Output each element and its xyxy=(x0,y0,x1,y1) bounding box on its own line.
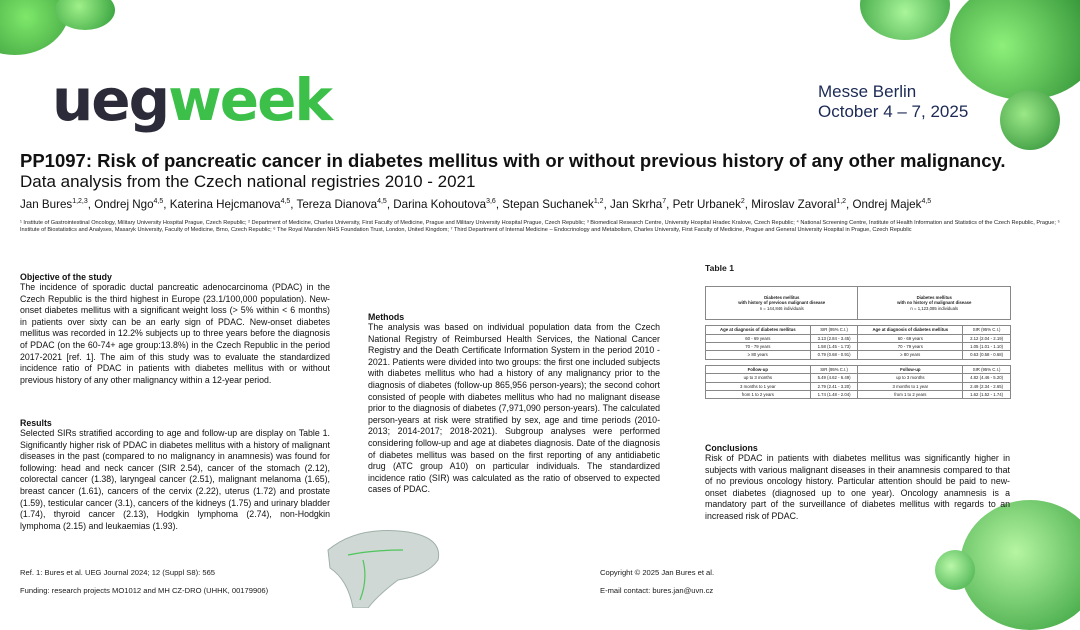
author-name: Katerina Hejcmanova xyxy=(169,198,281,211)
author xyxy=(94,198,163,211)
sir-left: 3.13 (2.84 - 3.45) xyxy=(810,334,858,342)
followup-header-left: Follow-up xyxy=(706,365,811,373)
methods-section xyxy=(368,312,660,496)
objective-section xyxy=(20,272,330,386)
sir-left: 1.74 (1.48 - 2.04) xyxy=(810,390,858,398)
venue-location: Messe Berlin xyxy=(818,82,917,101)
author-name: Miroslav Zavoral xyxy=(751,198,837,211)
author xyxy=(170,198,291,211)
followup-row xyxy=(706,390,1011,398)
author-name: Stepan Suchanek xyxy=(502,198,594,211)
group-left-n: n = 144,846 individuals xyxy=(759,305,804,311)
author-affiliation-sup: 4,5 xyxy=(153,198,164,206)
author-affiliation-sup: 1,2 xyxy=(836,198,847,206)
followup-header-row xyxy=(706,365,1011,373)
sir-left: 5.49 (4.62 - 6.49) xyxy=(810,374,858,382)
sir-right: 1.62 (1.52 - 1.74) xyxy=(963,390,1011,398)
group-right-subtitle: with no history of malignant disease xyxy=(897,300,972,306)
copyright: Copyright © 2025 Jan Bures et al. xyxy=(600,568,715,577)
group-right-header xyxy=(858,287,1011,320)
sir-header-right: SIR (95% C.I.) xyxy=(963,326,1011,334)
followup-row xyxy=(706,382,1011,390)
author-affiliation-sup: 1,2 xyxy=(593,198,604,206)
group-left-header xyxy=(706,287,858,320)
age-rows xyxy=(706,334,1011,359)
row-label-left: from 1 to 2 years xyxy=(706,390,811,398)
sir-header-left: SIR (95% C.I.) xyxy=(810,326,858,334)
age-header-left: Age at diagnosis of diabetes mellitus xyxy=(706,326,811,334)
author-affiliation-sup: 2 xyxy=(740,198,745,206)
top-left-green-decor xyxy=(0,0,130,70)
age-row xyxy=(706,351,1011,359)
sir-left: 2.79 (2.41 - 3.20) xyxy=(810,382,858,390)
group-right-title: Diabetes mellitus xyxy=(916,295,952,301)
poster-subtitle: Data analysis from the Czech national registries 2010 - 2021 xyxy=(20,172,476,191)
followup-header-right: Follow-up xyxy=(858,365,963,373)
age-header-row xyxy=(706,326,1011,334)
author xyxy=(20,198,88,211)
age-row xyxy=(706,342,1011,350)
sir-left: 0.79 (0.68 - 0.91) xyxy=(810,351,858,359)
author-affiliation-sup: 4,5 xyxy=(280,198,291,206)
row-label-left: 70 - 79 years xyxy=(706,342,811,350)
sir-right: 1.05 (1.01 - 1.10) xyxy=(963,342,1011,350)
followup-rows xyxy=(706,374,1011,399)
author-affiliation-sup: 4,5 xyxy=(377,198,387,206)
author-affiliation-sup: 7 xyxy=(662,198,667,206)
row-label-right: 60 - 69 years xyxy=(858,334,963,342)
venue-dates: October 4 – 7, 2025 xyxy=(818,102,969,121)
age-header-right: Age at diagnosis of diabetes mellitus xyxy=(858,326,963,334)
row-label-left: up to 3 months xyxy=(706,374,811,382)
author-affiliation-sup: 1,2,3 xyxy=(72,198,88,206)
row-label-right: ≥ 80 years xyxy=(858,351,963,359)
conclusions-section xyxy=(705,443,1010,523)
conclusions-heading: Conclusions xyxy=(705,443,758,453)
email-contact: E-mail contact: bures.jan@uvn.cz xyxy=(600,586,714,595)
row-label-left: 60 - 69 years xyxy=(706,334,811,342)
author xyxy=(610,198,666,211)
author-name: Petr Urbanek xyxy=(672,198,741,211)
author xyxy=(502,198,603,211)
liver-illustration xyxy=(318,520,448,608)
methods-text: The analysis was based on individual population data from the Czech National Registry of Reimbursed Health Services, the National Cancer Registry and the Death Certificate Information System in the period 2010 - 2021. Patients were divided into two groups: the first one included subjects with diabetes mellitus who had a history of any malignancy prior to the diagnosis of diabetes (follow-up 865,956 person-years); the second cohort consisted of people with diabetes mellitus who had no malignant disease prior to the diagnosis of diabetes (7,971,090 person-years). The calculated person-years at risk were stratified by sex, age and time periods (2010-2013; 2014-2017; 2018-2021). Subgroup analyses were performed considering follow-up and age at diabetes diagnosis. Date of the diagnosis of diabetes mellitus was based on the first reporting of any antidiabetic drug (ATC group A10) on particular individuals. The standardized incidence ratio (SIR) was calculated as the ratio of observed to expected cases of PDAC. xyxy=(368,322,660,495)
conclusions-text: Risk of PDAC in patients with diabetes mellitus was significantly higher in subjects with various malignant diseases in their anamnesis compared to that of no previous oncology history. Particular attention should be paid to new-onset diabetes (diagnosed up to one year). Oncology anamnesis is a mandatory part of the surveillance of diabetes mellitus with regards to an increased risk of PDAC. xyxy=(705,453,1010,521)
group-left-subtitle: with history of previous malignant disease xyxy=(738,300,826,306)
venue-info xyxy=(818,82,968,122)
author-name: Jan Skrha xyxy=(610,198,663,211)
author-name: Tereza Dianova xyxy=(296,198,378,211)
author-affiliation-sup: 4,5 xyxy=(921,198,932,206)
poster-title: PP1097: Risk of pancreatic cancer in diabetes mellitus with or without previous history of any other malignancy. xyxy=(20,150,1006,171)
results-text: Selected SIRs stratified according to age and follow-up are display on Table 1. Significantly higher risk of PDAC in diabetes mellitus with a history of malignant diseases in the past (compared to no malignancy in anamnesis) was found for following: head and neck cancer (SIR 2.54), cancer of the stomach (2.12), colorectal cancer (1.38), laryngeal cancer (2.51), malignant melanoma (1.65), breast cancer (1.61), cancers of the cervix (2.22), uterus (1.72) and prostate (1.59), testicular cancer (3.1), cancers of the kidneys (1.75) and urinary bladder (1.74), thyroid cancer (2.13), Hodgkin lymphoma (2.74), non-Hodgkin lymphoma (2.15) and leukaemias (1.93). xyxy=(20,428,330,531)
affiliations: ¹ Institute of Gastrointestinal Oncology, Military University Hospital Prague, Czech Republic; ² Department of Medicine, Charles University, First Faculty of Medicine, Prague and Military University Hospital Prague, Czech Republic; ³ Biomedical Research Centre, University Hospital Hradec Kralove, Czech Republic; ⁴ National Screening Centre, Institute of Health Information and Statistics of the Czech Republic, Prague; ⁵ Institute of Biostatistics and Analyses, Masaryk University, Faculty of Medicine, Brno, Czech Republic; ⁶ The Royal Marsden NHS Foundation Trust, London, United Kingdom; ⁷ Third Department of Internal Medicine – Endocrinology and Metabolism, Charles University, First Faculty of Medicine, Prague and General University Hospital in Prague, Czech Republic xyxy=(20,220,1060,234)
author-name: Ondrej Majek xyxy=(852,198,922,211)
author-name: Darina Kohoutova xyxy=(393,198,487,211)
row-label-right: 3 months to 1 year xyxy=(858,382,963,390)
group-right-n: n = 1,123,085 individuals xyxy=(910,305,959,311)
author-list: Jan Bures$^{1,2,3}$, Ondrej Ngo$^{4,5}$, Katerina Hejcmanova$^{4,5}$, Tereza Dianova$^{4,5}$, Darina Kohoutova$^{3,6}$, Stepan Suchanek$^{1,2}$, Jan Skrha$^7$, Petr Urbanek$^2$, Miroslav Zavoral$^{1,2}$, Ondrej Majek$^{4,5}$ xyxy=(20,198,932,211)
author xyxy=(852,198,931,211)
author-affiliation-sup: 3,6 xyxy=(486,198,496,206)
group-left-title: Diabetes mellitus xyxy=(764,295,800,301)
objective-text: The incidence of sporadic ductal pancreatic adenocarcinoma (PDAC) in the Czech Republic is the third highest in Europe (23.1/100,000 population). New-onset diabetes mellitus with a significant weight loss (> 5% within < 6 months) in patients over sixty can be an early sign of PDAC. New-onset diabetes mellitus was recorded in 12.2% subjects up to three years before the diagnosis of PDAC (on the 60-74+ age group:13.8%) in the Czech Republic in the period 2017-2021 [ref. 1]. The aim of this study was to evaluate the standardized incidence ratio of PDAC in patients with diabetes mellitus with or without previous history of any other malignancy within a 12-year period. xyxy=(20,282,330,385)
sir-left: 1.58 (1.45 - 1.73) xyxy=(810,342,858,350)
sir-table xyxy=(705,286,1011,399)
table-caption: Table 1 xyxy=(705,263,734,273)
author xyxy=(751,198,846,211)
author-name: Ondrej Ngo xyxy=(94,198,154,211)
author xyxy=(393,198,496,211)
author xyxy=(673,198,745,211)
followup-row xyxy=(706,374,1011,382)
author xyxy=(297,198,387,211)
row-label-left: ≥ 80 years xyxy=(706,351,811,359)
row-label-right: from 1 to 2 years xyxy=(858,390,963,398)
row-label-right: 70 - 79 years xyxy=(858,342,963,350)
funding: Funding: research projects MO1012 and MH CZ-DRO (UHHK, 00179906) xyxy=(20,586,269,595)
row-label-right: up to 3 months xyxy=(858,374,963,382)
results-heading: Results xyxy=(20,418,52,428)
results-section xyxy=(20,418,330,532)
author-name: Jan Bures xyxy=(20,198,73,211)
sir-right: 0.63 (0.58 - 0.68) xyxy=(963,351,1011,359)
top-right-green-decor xyxy=(830,0,1080,150)
followup-sir-header-right: SIR (95% C.I.) xyxy=(963,365,1011,373)
sir-right: 2.12 (2.04 - 2.19) xyxy=(963,334,1011,342)
followup-sir-header-left: SIR (95% C.I.) xyxy=(810,365,858,373)
table-group-header-row xyxy=(706,287,1011,320)
reference: Ref. 1: Bures et al. UEG Journal 2024; 12 (Suppl S8): 565 xyxy=(20,568,216,577)
sir-right: 2.49 (2.34 - 2.65) xyxy=(963,382,1011,390)
objective-heading: Objective of the study xyxy=(20,272,112,282)
methods-heading: Methods xyxy=(368,312,405,322)
age-row xyxy=(706,334,1011,342)
sir-right: 4.82 (4.46 - 5.20) xyxy=(963,374,1011,382)
row-label-left: 3 months to 1 year xyxy=(706,382,811,390)
ueg-week-logo: uegweek xyxy=(52,66,331,134)
